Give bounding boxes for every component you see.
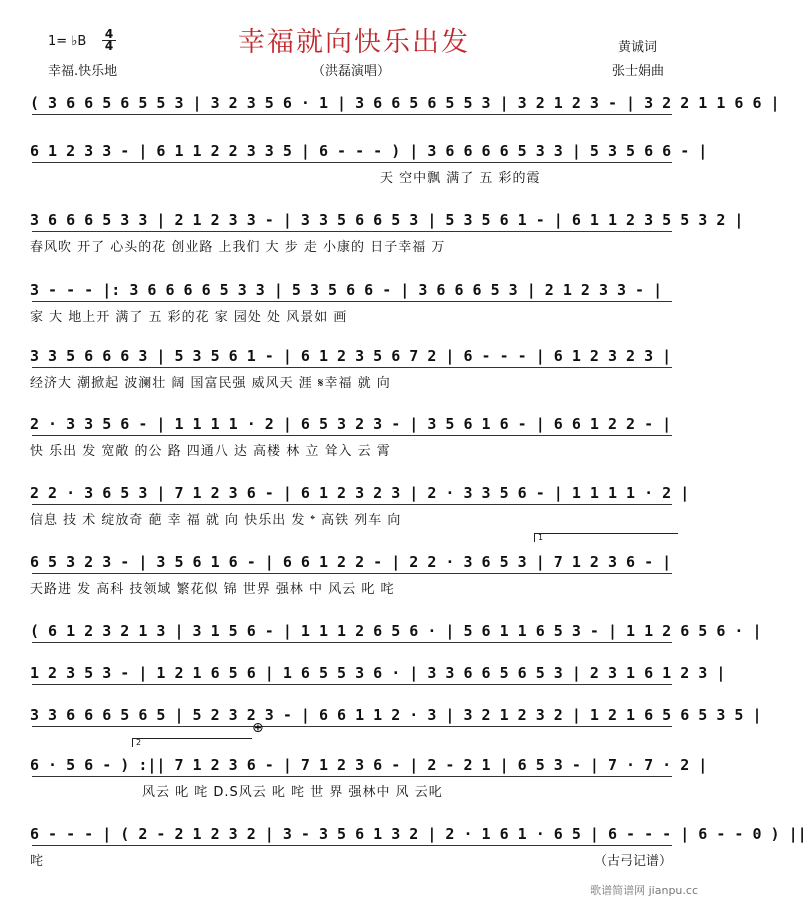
notation-line: 3 3 6 6 6 5 6 5 | 5 2 3 2 3 - | 6 6 1 1 2 · 3 | 3 2 1 2 3 2 | 1 2 1 6 5 6 5 3 5 | [30, 706, 762, 724]
transcriber-credit: （古弓记谱） [593, 854, 672, 869]
beat-underline [32, 684, 672, 685]
tempo-expression: 幸福.快乐地 [48, 64, 118, 79]
song-title: 幸福就向快乐出发 [238, 27, 470, 58]
notation-line: 2 2 · 3 6 5 3 | 7 1 2 3 6 - | 6 1 2 3 2 3 | 2 · 3 3 5 6 - | 1 1 1 1 · 2 | [30, 484, 690, 502]
lyrics-line: 快 乐出 发 宽敞 的公 路 四通八 达 高楼 林 立 耸入 云 霄 [30, 444, 391, 459]
lyricist-credit: 黄诚词 [618, 40, 658, 55]
notation-line: ( 3 6 6 5 6 5 5 3 | 3 2 3 5 6 · 1 | 3 6 6 5 6 5 5 3 | 3 2 1 2 3 - | 3 2 2 1 1 6 6 | [30, 94, 780, 112]
site-watermark: 歌谱简谱网 jianpu.cc [590, 884, 698, 897]
notation-line: 3 3 5 6 6 6 3 | 5 3 5 6 1 - | 6 1 2 3 5 6 7 2 | 6 - - - | 6 1 2 3 2 3 | [30, 347, 672, 365]
beat-underline [32, 231, 672, 232]
volta-bracket-1: 1 [534, 533, 678, 542]
lyrics-line: 春风吹 开了 心头的花 创业路 上我们 大 步 走 小康的 日子幸福 万 [30, 240, 446, 255]
beat-underline [32, 776, 672, 777]
lyrics-line: 天路进 发 高科 技领域 繁花似 锦 世界 强林 中 风云 叱 咤 [30, 582, 395, 597]
notation-line: 3 - - - |: 3 6 6 6 6 5 3 3 | 5 3 5 6 6 - | 3 6 6 6 5 3 | 2 1 2 3 3 - | [30, 281, 663, 299]
singer-credit: （洪磊演唱） [312, 64, 391, 79]
notation-line: 6 · 5 6 - ) :|| 7 1 2 3 6 - | 7 1 2 3 6 - | 2 - 2 1 | 6 5 3 - | 7 · 7 · 2 | [30, 756, 708, 774]
notation-line: 6 - - - | ( 2 - 2 1 2 3 2 | 3 - 3 5 6 1 3 2 | 2 · 1 6 1 · 6 5 | 6 - - - | 6 - - 0 ) || [30, 825, 807, 843]
notation-line: 6 5 3 2 3 - | 3 5 6 1 6 - | 6 6 1 2 2 - | 2 2 · 3 6 5 3 | 7 1 2 3 6 - | [30, 553, 672, 571]
volta-bracket-2: 2 [132, 738, 252, 747]
notation-line: ( 6 1 2 3 2 1 3 | 3 1 5 6 - | 1 1 1 2 6 5 6 · | 5 6 1 1 6 5 3 - | 1 1 2 6 5 6 · | [30, 622, 762, 640]
beat-underline [32, 162, 672, 163]
beat-underline [32, 301, 672, 302]
beat-underline [32, 504, 672, 505]
lyrics-line: 风云 叱 咤 D.S风云 叱 咤 世 界 强林中 风 云叱 [142, 785, 443, 800]
beat-underline [32, 845, 672, 846]
beat-underline [32, 114, 672, 115]
lyrics-line: 咤 [30, 854, 45, 869]
time-signature-top: 4 [104, 27, 114, 41]
lyrics-line: 经济大 潮掀起 波澜壮 阔 国富民强 威风天 涯 𝄋幸福 就 向 [30, 376, 391, 391]
key-signature: 1= ♭B [48, 34, 87, 49]
beat-underline [32, 573, 672, 574]
beat-underline [32, 726, 672, 727]
notation-line: 1 2 3 5 3 - | 1 2 1 6 5 6 | 1 6 5 5 3 6 · | 3 3 6 6 5 6 5 3 | 2 3 1 6 1 2 3 | [30, 664, 726, 682]
notation-line: 6 1 2 3 3 - | 6 1 1 2 2 3 3 5 | 6 - - - ) | 3 6 6 6 6 5 3 3 | 5 3 5 6 6 - | [30, 142, 708, 160]
beat-underline [32, 367, 672, 368]
composer-credit: 张士娟曲 [612, 64, 665, 79]
time-signature-bottom: 4 [104, 39, 114, 53]
lyrics-line: 家 大 地上开 满了 五 彩的花 家 园处 处 风景如 画 [30, 310, 348, 325]
lyrics-line: 信息 技 术 绽放奇 葩 幸 福 就 向 快乐出 发 𝄌 高铁 列车 向 [30, 513, 402, 528]
notation-line: 2 · 3 3 5 6 - | 1 1 1 1 · 2 | 6 5 3 2 3 - | 3 5 6 1 6 - | 6 6 1 2 2 - | [30, 415, 672, 433]
beat-underline [32, 642, 672, 643]
notation-line: 3 6 6 6 5 3 3 | 2 1 2 3 3 - | 3 3 5 6 6 5 3 | 5 3 5 6 1 - | 6 1 1 2 3 5 5 3 2 | [30, 211, 744, 229]
lyrics-line: 天 空中飘 满了 五 彩的霞 [380, 171, 541, 186]
coda-sign-icon: ⊕ [252, 720, 264, 736]
beat-underline [32, 435, 672, 436]
